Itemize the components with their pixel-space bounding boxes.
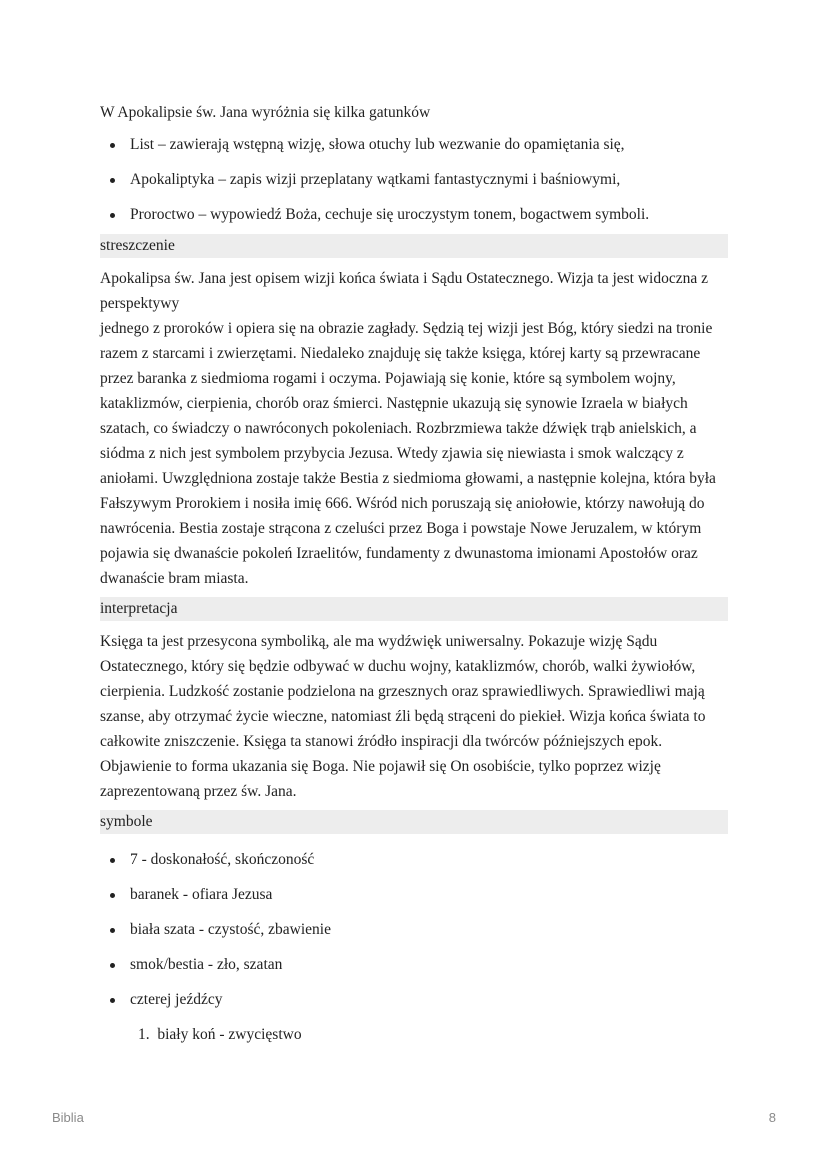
page-number: 8 <box>768 1110 776 1125</box>
list-item: 7 - doskonałość, skończoność <box>100 848 728 872</box>
section-heading-summary: streszczenie <box>100 234 728 258</box>
genre-list <box>100 133 728 227</box>
sub-list-item: 1. biały koń - zwycięstwo <box>138 1026 302 1043</box>
section-heading-interpretation: interpretacja <box>100 597 728 621</box>
list-item: Proroctwo – wypowiedź Boża, cechuje się uroczystym tonem, bogactwem symboli. <box>100 203 728 227</box>
bullet-icon <box>110 998 115 1003</box>
bullet-icon <box>110 963 115 968</box>
list-item: czterej jeźdźcy <box>100 988 728 1012</box>
summary-text: jednego z proroków i opiera się na obrazie zagłady. Sędzią tej wizji jest Bóg, który siedzi na tronie razem z starcami i zwierzętami. Niedaleko znajduję się także księga, której karty są przewracane przez baranka z siedmioma rogami i oczyma. Pojawiają się konie, które są symbolem wojny, kataklizmów, cierpienia, chorób oraz śmierci. Następnie ukazują się synowie Izraela w białych szatach, co świadczy o nawróconych pokoleniach. Rozbrzmiewa także dźwięk trąb anielskich, a siódma z nich jest symbolem przybycia Jezusa. Wtedy zjawia się niewiasta i smok walczący z aniołami. Uwzględniona zostaje także Bestia z siedmioma głowami, a następnie kolejna, która była Fałszywym Prorokiem i nosiła imię 666. Wśród nich poruszają się aniołowie, którzy nawołują do nawrócenia. Bestia zostaje strącona z czeluści przez Boga i powstaje Nowe Jeruzalem, w którym pojawia się dwanaście pokoleń Izraelitów, fundamenty z dwunastoma imionami Apostołów oraz dwanaście bram miasta. <box>100 320 716 587</box>
footer-title: Biblia <box>52 1110 84 1125</box>
interpretation-text: Księga ta jest przesycona symboliką, ale ma wydźwięk uniwersalny. Pokazuje wizję Sądu Ostatecznego, który się będzie odbywać w duchu wojny, kataklizmów, chorób, walki żywiołów, cierpienia. Ludzkość zostanie podzielona na grzesznych oraz sprawiedliwych. Sprawiedliwi mają szanse, aby otrzymać życie wieczne, natomiast źli będą strąceni do piekieł. Wizja końca świata to całkowite zniszczenie. Księga ta stanowi źródło inspiracji dla twórców późniejszych epok. Objawienie to forma ukazania się Boga. Nie pojawił się On osobiście, tylko poprzez wizję zaprezentowaną przez św. Jana. <box>100 633 706 800</box>
intro-text: W Apokalipsie św. Jana wyróżnia się kilka gatunków <box>100 104 431 121</box>
list-item: Apokaliptyka – zapis wizji przeplatany wątkami fantastycznymi i baśniowymi, <box>100 168 728 192</box>
list-item: biała szata - czystość, zbawienie <box>100 918 728 942</box>
summary-first-line: Apokalipsa św. Jana jest opisem wizji końca świata i Sądu Ostatecznego. Wizja ta jest widoczna z perspektywy <box>100 270 709 312</box>
bullet-icon <box>110 893 115 898</box>
bullet-icon <box>110 928 115 933</box>
list-item: smok/bestia - zło, szatan <box>100 953 728 977</box>
bullet-icon <box>110 858 115 863</box>
document-page <box>100 101 728 1058</box>
horsemen-sublist <box>100 1023 728 1047</box>
symbol-list <box>100 848 728 1012</box>
list-item: List – zawierają wstępną wizję, słowa otuchy lub wezwanie do opamiętania się, <box>100 133 728 157</box>
bullet-icon <box>110 143 115 148</box>
list-item: baranek - ofiara Jezusa <box>100 883 728 907</box>
bullet-icon <box>110 213 115 218</box>
section-heading-symbols: symbole <box>100 810 728 834</box>
bullet-icon <box>110 178 115 183</box>
